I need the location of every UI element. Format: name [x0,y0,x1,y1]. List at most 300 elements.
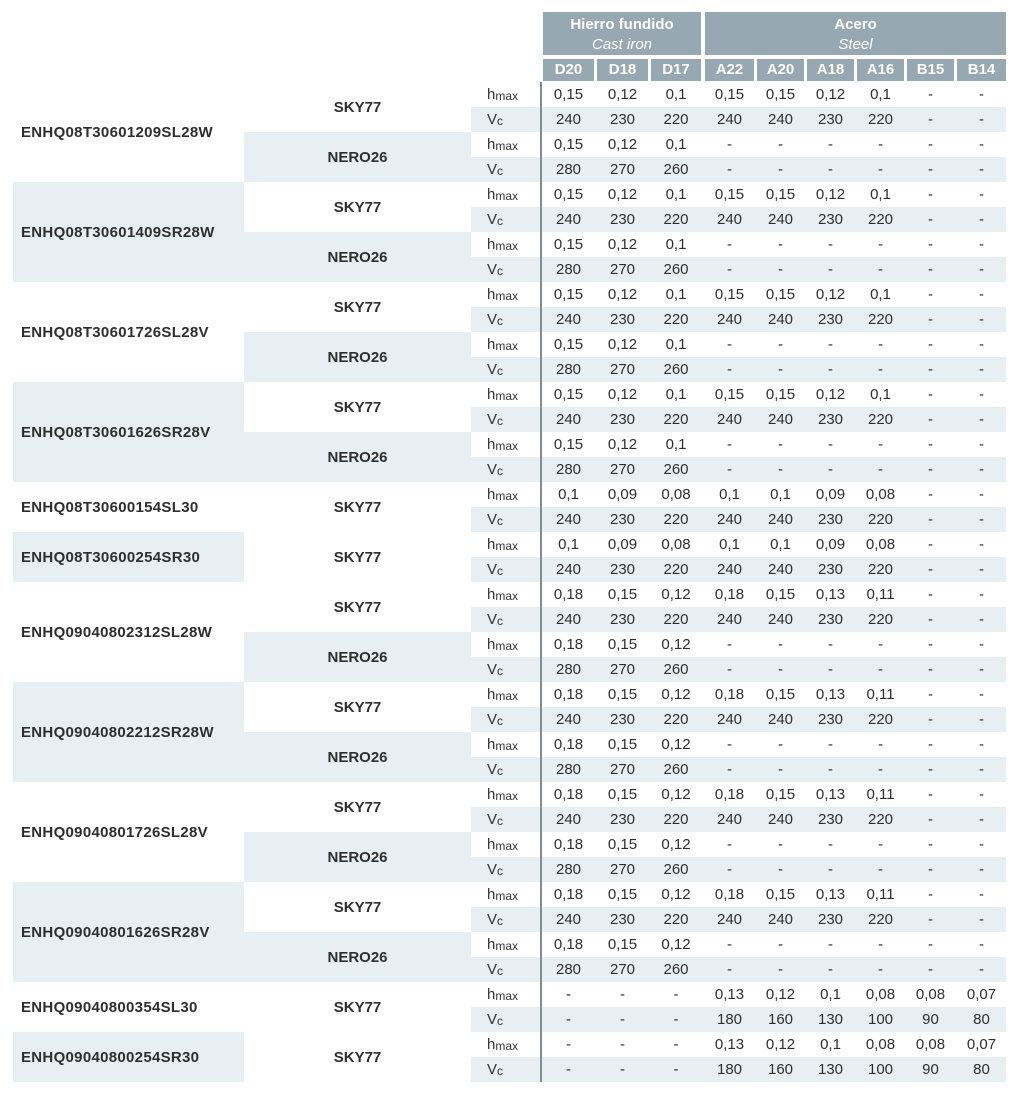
table-cell: 0,18 [553,836,584,853]
param-vc-label [471,407,543,432]
table-cell: 0,18 [553,886,584,903]
param-symbol: h [487,636,496,653]
table-cell: 0,1 [665,286,687,303]
table-cell: - [928,286,933,303]
table-cell: 220 [663,511,689,528]
table-cell: - [928,786,933,803]
grade-nero26: NERO26 [244,632,471,682]
table-cell: 0,13 [815,886,846,903]
table-cell: 0,1 [719,536,740,553]
param-subscript: c [497,113,504,128]
param-hmax-label [471,282,543,307]
table-cell: 220 [867,411,894,428]
table-cell: - [878,236,883,253]
table-cell: 0,1 [719,486,740,503]
table-cell: - [778,636,783,653]
table-cell: 0,13 [815,686,846,703]
table-cell: 240 [767,211,794,228]
table-cell: 0,15 [714,286,745,303]
table-cell: 220 [663,911,689,928]
table-cell: - [878,361,883,378]
param-subscript: max [495,338,519,353]
param-subscript: c [497,163,504,178]
column-header-a18: A18 [807,59,854,81]
table-cell: 0,08 [865,986,896,1003]
table-cell: 0,18 [714,786,745,803]
param-symbol: V [487,1011,498,1028]
param-hmax-label [471,132,543,157]
table-cell: - [828,736,833,753]
table-cell: 240 [767,561,794,578]
table-cell: - [727,236,732,253]
table-cell: 0,18 [553,936,584,953]
table-cell: 260 [663,161,689,178]
table-cell: - [979,136,984,153]
table-cell: - [566,1061,571,1078]
table-cell: 0,08 [865,486,896,503]
table-cell: 0,09 [607,486,638,503]
product-code: ENHQ08T30601726SL28V [21,323,209,341]
table-cell: - [778,436,783,453]
table-cell: 220 [663,611,689,628]
param-hmax-label [471,432,543,457]
param-symbol: V [487,411,498,428]
param-symbol: h [487,136,496,153]
table-cell: 0,15 [553,336,584,353]
table-cell: 220 [663,711,689,728]
param-symbol: V [487,661,498,678]
param-hmax-label [471,182,543,207]
product-code: ENHQ09040802212SR28W [13,682,244,782]
table-cell: - [979,411,984,428]
table-cell: - [928,711,933,728]
table-cell: 0,18 [714,586,745,603]
table-cell: 0,1 [820,986,841,1003]
table-cell: 0,15 [607,736,638,753]
grade-sky77: SKY77 [333,198,382,216]
product-code: ENHQ08T30601209SL28W [21,123,213,141]
param-hmax-label [471,382,543,407]
table-cell: - [727,961,732,978]
table-cell: - [778,836,783,853]
table-cell: - [979,111,984,128]
table-cell: 0,12 [607,236,638,253]
grade-sky77: SKY77 [333,898,382,916]
param-subscript: max [495,838,519,853]
table-cell: - [928,361,933,378]
table-cell: 0,15 [553,136,584,153]
param-symbol: V [487,861,498,878]
table-cell: 230 [817,911,844,928]
table-cell: 240 [555,911,582,928]
param-symbol: h [487,86,496,103]
param-subscript: c [497,563,504,578]
table-cell: - [979,186,984,203]
table-cell: - [928,961,933,978]
table-cell: 0,12 [661,736,691,753]
table-cell: - [878,836,883,853]
param-vc-label [471,507,543,532]
table-cell: 0,1 [665,136,687,153]
header-steel-en: Steel [838,36,873,53]
grade-sky77: SKY77 [333,1048,382,1066]
table-cell: 280 [555,961,582,978]
table-cell: 0,15 [765,786,796,803]
param-hmax-label [471,582,543,607]
table-cell: - [673,1061,679,1078]
param-subscript: c [497,263,504,278]
param-hmax-label [471,632,543,657]
table-cell: - [620,1061,625,1078]
table-cell: - [928,486,933,503]
param-subscript: max [495,1038,519,1053]
table-cell: 230 [609,911,636,928]
table-cell: - [928,411,933,428]
table-cell: - [673,1036,679,1053]
param-subscript: max [495,638,519,653]
table-cell: 240 [767,411,794,428]
table-cell: - [928,561,933,578]
table-cell: 0,1 [820,1036,841,1053]
table-cell: - [928,536,933,553]
header-cast-iron-en: Cast iron [591,36,653,53]
table-cell: 130 [817,1011,844,1028]
table-cell: 0,12 [661,636,691,653]
table-cell: 0,12 [607,136,638,153]
grade-nero26: NERO26 [244,832,471,882]
table-cell: - [878,636,883,653]
table-cell: 0,15 [607,636,638,653]
table-cell: - [778,961,783,978]
param-subscript: max [495,688,519,703]
table-cell: 280 [555,761,582,778]
table-cell: 0,08 [865,536,896,553]
table-cell: - [878,736,883,753]
table-cell: 0,12 [661,786,691,803]
table-cell: 0,12 [815,186,846,203]
table-cell: - [878,461,883,478]
product-code: ENHQ09040800254SR30 [13,1032,244,1082]
table-cell: - [979,511,984,528]
table-cell: - [828,461,833,478]
table-cell: 280 [555,461,582,478]
param-symbol: h [487,436,496,453]
table-cell: 230 [817,311,844,328]
table-cell: 0,18 [553,686,584,703]
param-subscript: c [497,763,504,778]
grade-sky77: SKY77 [333,98,382,116]
grade-nero26: NERO26 [244,932,471,982]
table-cell: - [928,461,933,478]
param-subscript: c [497,1063,504,1078]
param-symbol: h [487,336,496,353]
table-cell: 180 [716,1061,743,1078]
table-cell: - [727,761,732,778]
table-cell: 220 [867,711,894,728]
table-cell: 0,1 [870,186,891,203]
table-cell: 0,15 [765,86,796,103]
table-cell: 230 [817,611,844,628]
table-cell: 240 [716,561,743,578]
param-vc-label [471,257,543,282]
param-symbol: V [487,961,498,978]
param-vc-label [471,107,543,132]
param-hmax-label [471,832,543,857]
table-cell: - [727,736,732,753]
param-subscript: max [495,988,519,1003]
product-code: ENHQ09040801626SR28V [13,882,244,982]
table-cell: - [566,1036,571,1053]
table-cell: - [727,661,732,678]
column-header-d18: D18 [597,59,648,81]
table-cell: 220 [663,561,689,578]
header-steel [705,12,1006,55]
table-cell: 0,12 [661,836,691,853]
table-cell: 0,15 [553,186,584,203]
table-cell: - [979,961,984,978]
table-cell: 0,15 [607,686,638,703]
table-cell: - [928,211,933,228]
table-cell: - [878,961,883,978]
table-cell: 0,11 [866,886,895,903]
table-cell: 160 [767,1011,794,1028]
table-cell: - [979,686,984,703]
table-cell: - [727,636,732,653]
grade-sky77: SKY77 [333,998,382,1016]
table-cell: 0,15 [607,786,638,803]
table-cell: - [620,1036,625,1053]
param-symbol: V [487,811,498,828]
table-cell: 270 [609,161,636,178]
param-hmax-label [471,732,543,757]
column-header-b14: B14 [957,59,1006,81]
table-cell: - [928,886,933,903]
table-cell: - [928,311,933,328]
table-cell: - [928,811,933,828]
table-cell: 0,15 [553,236,584,253]
table-cell: - [979,336,984,353]
table-cell: 240 [555,411,582,428]
table-cell: 160 [767,1061,794,1078]
table-cell: - [620,986,625,1003]
table-cell: 240 [716,511,743,528]
table-cell: - [979,911,984,928]
table-cell: 0,09 [815,486,846,503]
table-cell: 0,13 [815,786,846,803]
table-cell: - [928,511,933,528]
param-subscript: max [495,88,519,103]
table-cell: 220 [867,811,894,828]
table-cell: - [878,661,883,678]
param-subscript: max [495,588,519,603]
param-subscript: c [497,213,504,228]
table-cell: 220 [663,111,689,128]
column-header-d20: D20 [543,59,594,81]
table-cell: - [928,111,933,128]
table-cell: 0,12 [661,936,691,953]
param-subscript: max [495,288,519,303]
table-cell: 0,15 [765,586,796,603]
table-cell: - [979,761,984,778]
table-cell: 0,1 [665,386,687,403]
grade-sky77: SKY77 [333,548,382,566]
table-cell: 0,12 [607,336,638,353]
param-symbol: V [487,461,498,478]
param-hmax-label [471,232,543,257]
table-cell: - [928,436,933,453]
table-cell: 270 [609,461,636,478]
product-code: ENHQ09040800354SL30 [21,998,198,1016]
product-code: ENHQ08T30601626SR28V [13,382,244,482]
table-cell: - [928,161,933,178]
param-vc-label [471,607,543,632]
table-cell: - [828,761,833,778]
table-cell: - [778,861,783,878]
param-symbol: V [487,561,498,578]
param-hmax-label [471,932,543,957]
table-cell: 0,12 [607,436,638,453]
table-cell: 0,08 [915,1036,946,1053]
table-cell: 230 [817,561,844,578]
header-cast-iron [543,12,701,55]
table-cell: 230 [609,411,636,428]
table-cell: 0,15 [714,186,745,203]
table-cell: - [979,636,984,653]
table-cell: - [878,861,883,878]
table-cell: 230 [609,111,636,128]
param-symbol: h [487,686,496,703]
table-cell: - [878,161,883,178]
table-cell: 230 [817,511,844,528]
param-symbol: h [487,836,496,853]
table-cell: 0,18 [553,786,584,803]
table-cell: - [979,586,984,603]
table-cell: 230 [817,111,844,128]
table-cell: 240 [767,511,794,528]
table-cell: 80 [973,1011,990,1028]
table-cell: 270 [609,261,636,278]
table-cell: 240 [716,911,743,928]
table-cell: 220 [663,211,689,228]
table-cell: - [979,86,984,103]
param-vc-label [471,957,543,982]
table-cell: 230 [609,311,636,328]
table-cell: 0,15 [553,386,584,403]
table-cell: 0,11 [866,786,895,803]
table-cell: - [778,336,783,353]
table-cell: - [878,936,883,953]
table-cell: 240 [716,811,743,828]
table-cell: 230 [609,511,636,528]
table-cell: 230 [817,211,844,228]
table-cell: - [979,486,984,503]
grade-sky77: SKY77 [333,498,382,516]
param-vc-label [471,557,543,582]
column-header-d17: D17 [651,59,701,81]
table-cell: - [727,461,732,478]
table-cell: - [828,836,833,853]
table-cell: - [979,786,984,803]
table-cell: 0,15 [765,686,796,703]
product-code: ENHQ08T30600154SL30 [21,498,199,516]
table-cell: - [979,811,984,828]
param-vc-label [471,357,543,382]
param-subscript: max [495,238,519,253]
param-symbol: V [487,311,498,328]
table-cell: 0,08 [865,1036,896,1053]
param-vc-label [471,657,543,682]
table-cell: 0,12 [607,186,638,203]
table-cell: 0,15 [714,86,745,103]
table-cell: - [778,261,783,278]
column-header-a22: A22 [705,59,754,81]
table-cell: - [727,836,732,853]
table-cell: 260 [663,961,689,978]
table-cell: 240 [716,111,743,128]
table-cell: 260 [663,261,689,278]
table-cell: 240 [716,311,743,328]
grade-nero26: NERO26 [244,232,471,282]
param-subscript: c [497,663,504,678]
table-cell: - [727,861,732,878]
table-cell: 0,18 [553,736,584,753]
table-cell: - [727,136,732,153]
table-cell: 240 [767,811,794,828]
param-subscript: max [495,438,519,453]
table-cell: - [878,436,883,453]
table-cell: 180 [716,1011,743,1028]
table-cell: 280 [555,361,582,378]
table-cell: 240 [716,711,743,728]
table-cell: - [979,161,984,178]
param-subscript: c [497,363,504,378]
table-cell: - [828,136,833,153]
table-cell: 240 [555,711,582,728]
table-cell: 0,1 [665,336,687,353]
param-hmax-label [471,482,543,507]
param-subscript: c [497,313,504,328]
table-cell: - [928,636,933,653]
table-cell: - [727,936,732,953]
table-cell: 0,11 [866,586,895,603]
table-cell: 90 [922,1061,939,1078]
param-symbol: h [487,886,496,903]
param-subscript: max [495,188,519,203]
table-cell: - [979,886,984,903]
table-cell: - [566,986,571,1003]
table-cell: 0,15 [607,836,638,853]
table-cell: 0,09 [607,536,638,553]
table-cell: - [979,311,984,328]
table-cell: 280 [555,661,582,678]
table-cell: 230 [609,611,636,628]
param-hmax-label [471,82,543,107]
table-cell: 240 [767,111,794,128]
table-cell: 230 [609,211,636,228]
product-code: ENHQ09040801726SL28V [21,823,208,841]
table-cell: - [673,986,679,1003]
grade-sky77: SKY77 [333,698,382,716]
table-cell: 260 [663,661,689,678]
param-subscript: c [497,713,504,728]
grade-sky77: SKY77 [333,298,382,316]
table-cell: - [928,736,933,753]
table-cell: 0,15 [607,936,638,953]
table-cell: - [928,386,933,403]
table-cell: 0,13 [815,586,846,603]
table-cell: 0,15 [765,386,796,403]
table-cell: - [979,611,984,628]
